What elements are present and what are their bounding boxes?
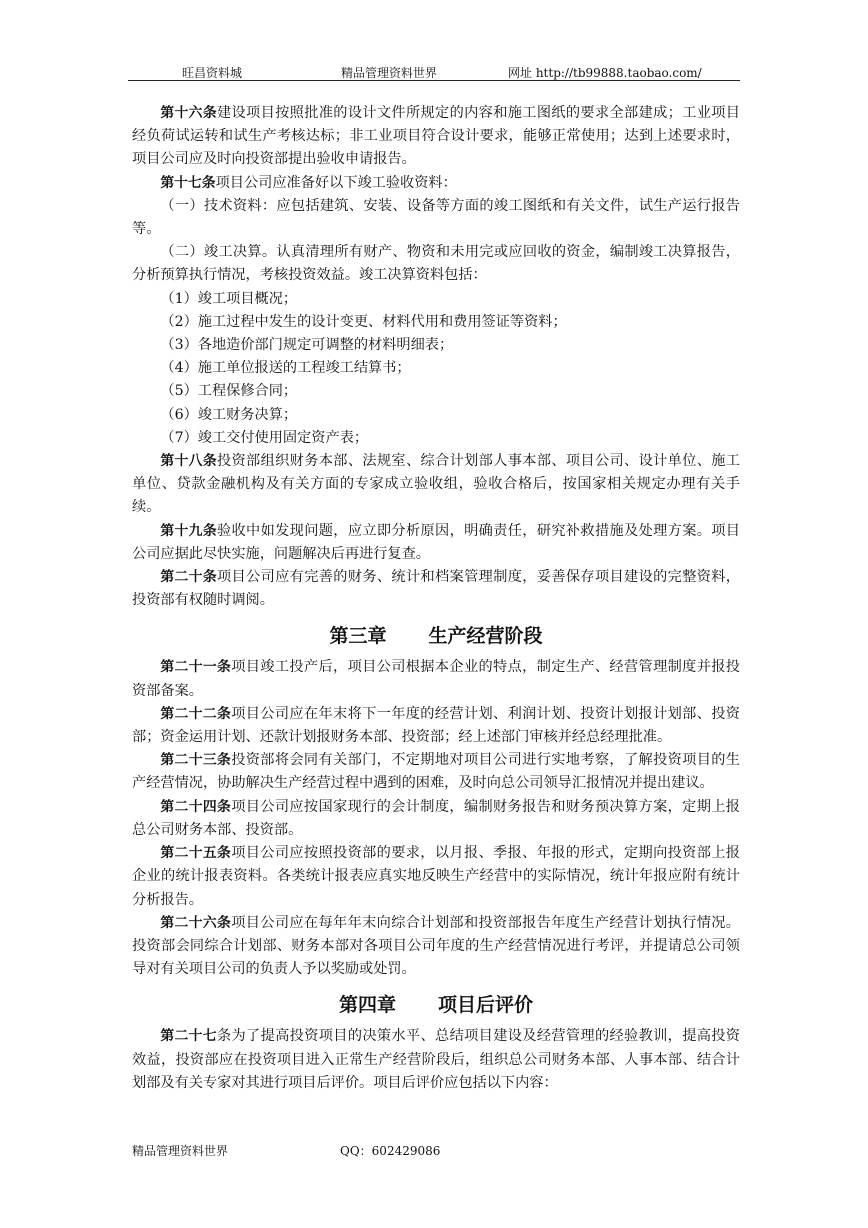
article-heading: 第二十五条 [160,845,232,862]
header-url: 网址 http://tb99888.taobao.com/ [508,66,702,80]
document-body [132,102,740,1095]
article-17 [132,172,740,195]
article-heading: 第十八条 [160,453,217,470]
article-heading: 第十九条 [160,522,217,539]
list-item: （2）施工过程中发生的设计变更、材料代用和费用签证等资料； [160,313,567,330]
article-18 [132,450,740,520]
article-text: 项目公司应在每年年末向综合计划部和投资部报告年度生产经营计划执行情况。投资部会同综合计划部、财务本部对各项目公司年度的生产经营情况进行考评，并提请总公司领导对有关项目公司的负责人予以奖励或处罚。 [132,914,740,978]
article-heading: 第十七条 [160,174,216,191]
article-heading: 第十六条 [160,105,217,121]
article-text: 建设项目按照批准的设计文件所规定的内容和施工图纸的要求全部建成；工业项目经负荷试运转和试生产考核达标；非工业项目符合设计要求，能够正常使用；达到上述要求时，项目公司应及时向投资部提出验收申请报告。 [132,105,740,168]
article-text: 项目竣工投产后，项目公司根据本企业的特点，制定生产、经营管理制度并报投资部备案。 [132,659,740,699]
header-left: 旺昌资料城 [182,66,243,80]
article-text: 条为了提高投资项目的决策水平、总结项目建设及经营管理的经验教训，提高投资效益，投资部应在投资项目进入正常生产经营阶段后，组织总公司财务本部、人事本部、结合计划部及有关专家对其进行项目后评价。项目后评价应包括以下内容： [132,1028,740,1091]
list-item: （4）施工单位报送的工程竣工结算书； [160,360,411,377]
article-text: 项目公司应有完善的财务、统计和档案管理制度，妥善保存项目建设的完整资料，投资部有权随时调阅。 [132,569,740,609]
article-19 [132,520,740,566]
footer-left: 精品管理资料世界 [132,1144,229,1158]
article-text: 投资部组织财务本部、法规室、综合计划部人事本部、项目公司、设计单位、施工单位、贷款金融机构及有关方面的专家成立验收组，验收合格后，按国家相关规定办理有关手续。 [132,453,740,516]
chapter-title: 生产经营阶段 [428,625,543,648]
article-text: 项目公司应在年末将下一年度的经营计划、利润计划、投资计划报计划部、投资部；资金运用计划、还款计划报财务本部、投资部；经上述部门审核并经总经理批准。 [132,705,740,746]
chapter-title: 项目后评价 [438,994,534,1017]
article-heading: 第二十条 [160,569,217,586]
article-text: 项目公司应按国家现行的会计制度，编制财务报告和财务预决算方案，定期上报总公司财务本部、投资部。 [132,798,740,838]
article-24 [132,796,740,842]
page-header [128,62,740,81]
article-27 [132,1025,740,1095]
article-heading: 第二十三条 [160,752,232,769]
list-item: （5）工程保修合同； [160,383,298,400]
article-heading: 第二十二条 [160,705,232,722]
article-25 [132,842,740,912]
list-item: （3）各地造价部门规定可调整的材料明细表； [160,337,454,354]
article-text: 项目公司应准备好以下竣工验收资料： [215,174,457,191]
article-text: 投资部将会同有关部门，不定期地对项目公司进行实地考察，了解投资项目的生产经营情况，协助解决生产经营过程中遇到的困难，及时向总公司领导汇报情况并提出建议。 [132,752,740,792]
footer-qq: QQ：602429086 [340,1144,441,1158]
article-23 [132,749,740,795]
list-item: （7）竣工交付使用固定资产表； [160,429,369,446]
list-item: （1）竣工项目概况； [160,290,298,307]
chapter-number: 第四章 [338,994,396,1017]
article-16 [132,102,740,172]
article-17-clause-1: （一）技术资料：应包括建筑、安装、设备等方面的竣工图纸和有关文件，试生产运行报告等。 [132,197,740,238]
article-17-clause-2: （二）竣工决算。认真清理所有财产、物资和未用完或应回收的资金，编制竣工决算报告，分析预算执行情况，考核投资效益。竣工决算资料包括： [132,244,740,284]
chapter-4-heading [132,991,740,1019]
article-20 [132,566,740,612]
article-21 [132,656,740,702]
article-heading: 第二十四条 [160,798,232,815]
header-center: 精品管理资料世界 [341,66,438,80]
list-item: （6）竣工财务决算； [160,406,298,423]
article-text: 验收中如发现问题，应立即分析原因，明确责任，研究补救措施及处理方案。项目公司应据此尽快实施，问题解决后再进行复查。 [132,522,740,562]
article-heading: 第二十一条 [160,659,232,676]
chapter-number: 第三章 [329,625,387,648]
chapter-3-heading [132,622,740,650]
article-22 [132,703,740,749]
article-heading: 第二十七 [160,1028,217,1045]
article-text: 项目公司应按照投资部的要求，以月报、季报、年报的形式，定期向投资部上报企业的统计报表资料。各类统计报表应真实地反映生产经营中的实际情况，统计年报应附有统计分析报告。 [132,845,740,908]
article-26 [132,912,740,982]
article-heading: 第二十六条 [160,914,232,931]
